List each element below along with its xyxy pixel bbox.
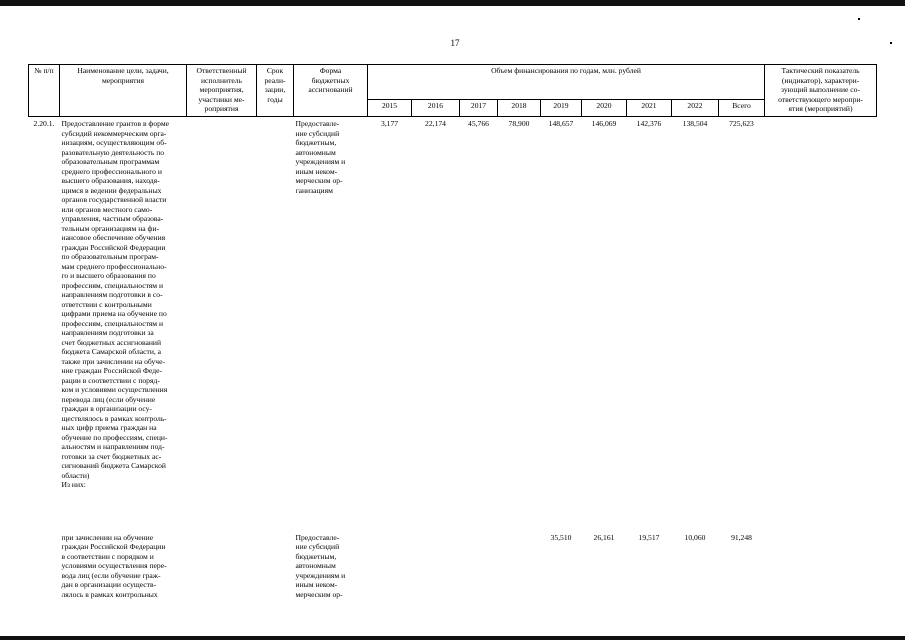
header-form: Форма бюджетных ассигнований (294, 65, 368, 117)
header-year: 2016 (412, 100, 460, 117)
value-cell: 26,161 (593, 532, 615, 542)
header-name: Наименование цели, задачи, мероприятия (60, 65, 187, 117)
table-row (29, 531, 877, 600)
row-name: Предоставление грантов в форме субсидий некоммерческим орга- низациям, осуществляющим об- разовательную деятельность по образовательным программам среднего профессионального и высшего образования, находя- щимся в ведении федеральных органов государственной власти или органов местного само- управления, частным образова- тельным организациям на фи- нансовое обеспечение обучения граждан Российской Федерации по образовательным програм- мам среднего профессионально- го и высшего образования по профессиям, специальностям и направлениям подготовки в со- ответствии с контрольными цифрами приема на обучение по профессиям, специальностям и направлениям подготовки за счет бюджетных ассигнований бюджета Самарской области, а также при зачислении на обуче- ние граждан Российской Феде- рации в соответствии с поряд- ком и условиями осуществления перевода лиц (если обучение граждан в организации осу- ществлялось в рамках контроль- ных цифр приема граждан на обучение по профессиям, специ- альностям и направлениям под- готовки за счет бюджетных ас- сигнований бюджета Самарской области) Из них: (61, 119, 169, 489)
header-year: 2020 (582, 100, 627, 117)
row-name: при зачислении на обучение граждан Российской Федерации в соответствии с порядком и условиями осуществления пере- вода лиц (если обучение граж- дан в организации осуществ- лялось в рамках контрольных (61, 532, 167, 599)
value-cell (412, 531, 460, 600)
row-responsible (187, 117, 257, 531)
row-indicator (765, 531, 877, 600)
row-form: Предоставле- ние субсидий бюджетным, автономным учреждениям и иным неком- мерческим ор- (295, 532, 346, 599)
value-cell (460, 531, 498, 600)
total-cell: 725,623 (729, 119, 754, 128)
header-number: № п/п (29, 65, 60, 117)
scan-speck (890, 42, 892, 44)
row-number (29, 531, 60, 600)
row-responsible (187, 531, 257, 600)
page-number: 17 (450, 38, 460, 48)
value-cell: 35,510 (550, 532, 572, 542)
header-funding-group: Объем финансирования по годам, млн. рублей (368, 65, 765, 100)
header-year: 2022 (672, 100, 719, 117)
value-cell: 142,376 (636, 119, 662, 128)
header-responsible: Ответственный исполнитель мероприятия, участники ме- роприятия (187, 65, 257, 117)
total-cell: 91,248 (731, 532, 752, 542)
value-cell: 146,069 (591, 119, 617, 128)
row-form: Предоставле- ние субсидий бюджетным, автономным учреждениям и иным неком- мерческим ор- ганизациям (295, 119, 346, 195)
value-cell (498, 531, 541, 600)
header-total: Всего (719, 100, 765, 117)
row-indicator (765, 117, 877, 531)
header-year: 2021 (627, 100, 672, 117)
value-cell: 148,657 (548, 119, 574, 128)
scan-speck (858, 18, 860, 20)
value-cell (368, 531, 412, 600)
header-year: 2018 (498, 100, 541, 117)
value-cell: 22,174 (425, 119, 446, 128)
header-year: 2015 (368, 100, 412, 117)
value-cell: 45,766 (468, 119, 489, 128)
row-term (257, 531, 294, 600)
header-year: 2017 (460, 100, 498, 117)
row-number: 2.20.1. (33, 119, 55, 128)
header-indicator: Тактический показатель (индикатор), характери- зующий выполнение со- ответствующего меропри- ятия (мероприятий) (765, 65, 877, 117)
scan-top-edge (0, 0, 905, 6)
scan-bottom-edge (0, 636, 905, 640)
value-cell: 19,517 (638, 532, 660, 542)
table-row (29, 117, 877, 531)
row-term (257, 117, 294, 531)
value-cell: 10,060 (684, 532, 706, 542)
funding-table (28, 64, 877, 599)
value-cell: 138,504 (682, 119, 708, 128)
header-year: 2019 (541, 100, 582, 117)
value-cell: 78,900 (508, 119, 530, 128)
value-cell: 3,177 (380, 119, 399, 128)
header-term: Срок реали- зации, годы (257, 65, 294, 117)
